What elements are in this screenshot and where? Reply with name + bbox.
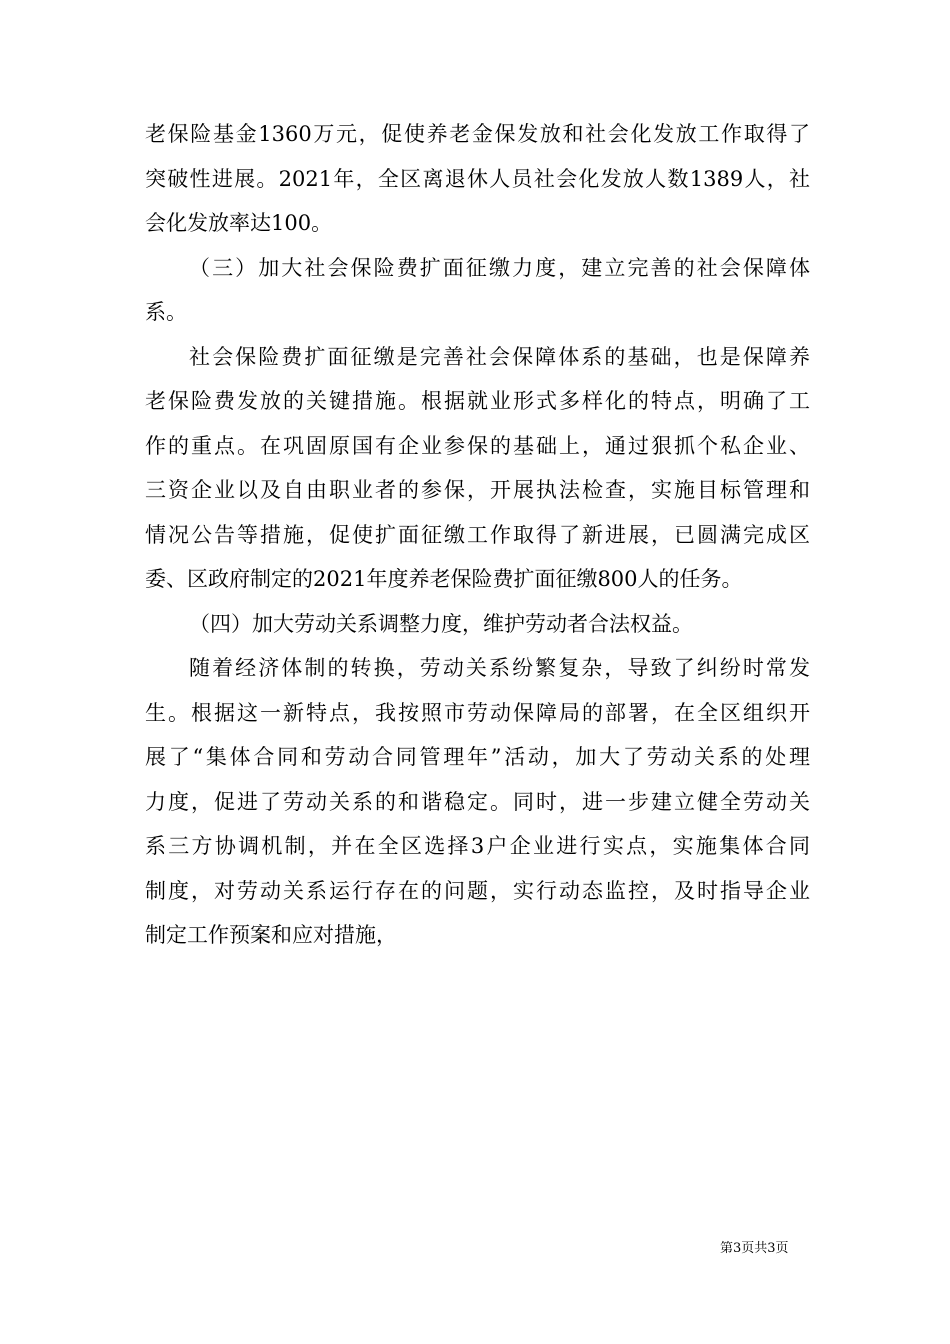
paragraph-line: 系三方协调机制，并在全区选择3户企业进行实点，实施集体合同 xyxy=(145,834,810,858)
section-heading-line: （三）加大社会保险费扩面征缴力度，建立完善的社会保障体 xyxy=(189,255,810,280)
paragraph-line: 老保险基金1360万元，促使养老金保发放和社会化发放工作取得了 xyxy=(145,122,810,146)
paragraph-line: 生。根据这一新特点，我按照市劳动保障局的部署，在全区组织开 xyxy=(145,700,810,725)
paragraph-line: 随着经济体制的转换，劳动关系纷繁复杂，导致了纠纷时常发 xyxy=(189,656,810,680)
section-heading-line: （四）加大劳动关系调整力度，维护劳动者合法权益。 xyxy=(189,611,693,636)
paragraph-line: 委、区政府制定的2021年度养老保险费扩面征缴800人的任务。 xyxy=(145,567,743,591)
paragraph-line: 突破性进展。2021年，全区离退休人员社会化发放人数1389人，社 xyxy=(145,166,810,191)
paragraph-line: 制度，对劳动关系运行存在的问题，实行动态监控，及时指导企业 xyxy=(145,878,810,903)
document-body xyxy=(145,112,810,958)
paragraph-line: 力度，促进了劳动关系的和谐稳定。同时，进一步建立健全劳动关 xyxy=(145,789,810,814)
paragraph-line: 三资企业以及自由职业者的参保，开展执法检查，实施目标管理和 xyxy=(145,478,810,502)
page-number: 第3页共3页 xyxy=(720,1241,789,1256)
paragraph-line: 会化发放率达100。 xyxy=(145,211,333,235)
paragraph-line: 制定工作预案和应对措施， xyxy=(145,923,397,947)
paragraph-line: 老保险费发放的关键措施。根据就业形式多样化的特点，明确了工 xyxy=(145,389,810,413)
paragraph-line: 作的重点。在巩固原国有企业参保的基础上，通过狠抓个私企业、 xyxy=(145,433,810,458)
section-heading-line: 系。 xyxy=(145,300,187,324)
paragraph-line: 社会保险费扩面征缴是完善社会保障体系的基础，也是保障养 xyxy=(189,344,810,369)
paragraph-line: 展了“集体合同和劳动合同管理年”活动，加大了劳动关系的处理 xyxy=(145,745,810,769)
paragraph-line: 情况公告等措施，促使扩面征缴工作取得了新进展，已圆满完成区 xyxy=(145,522,810,547)
